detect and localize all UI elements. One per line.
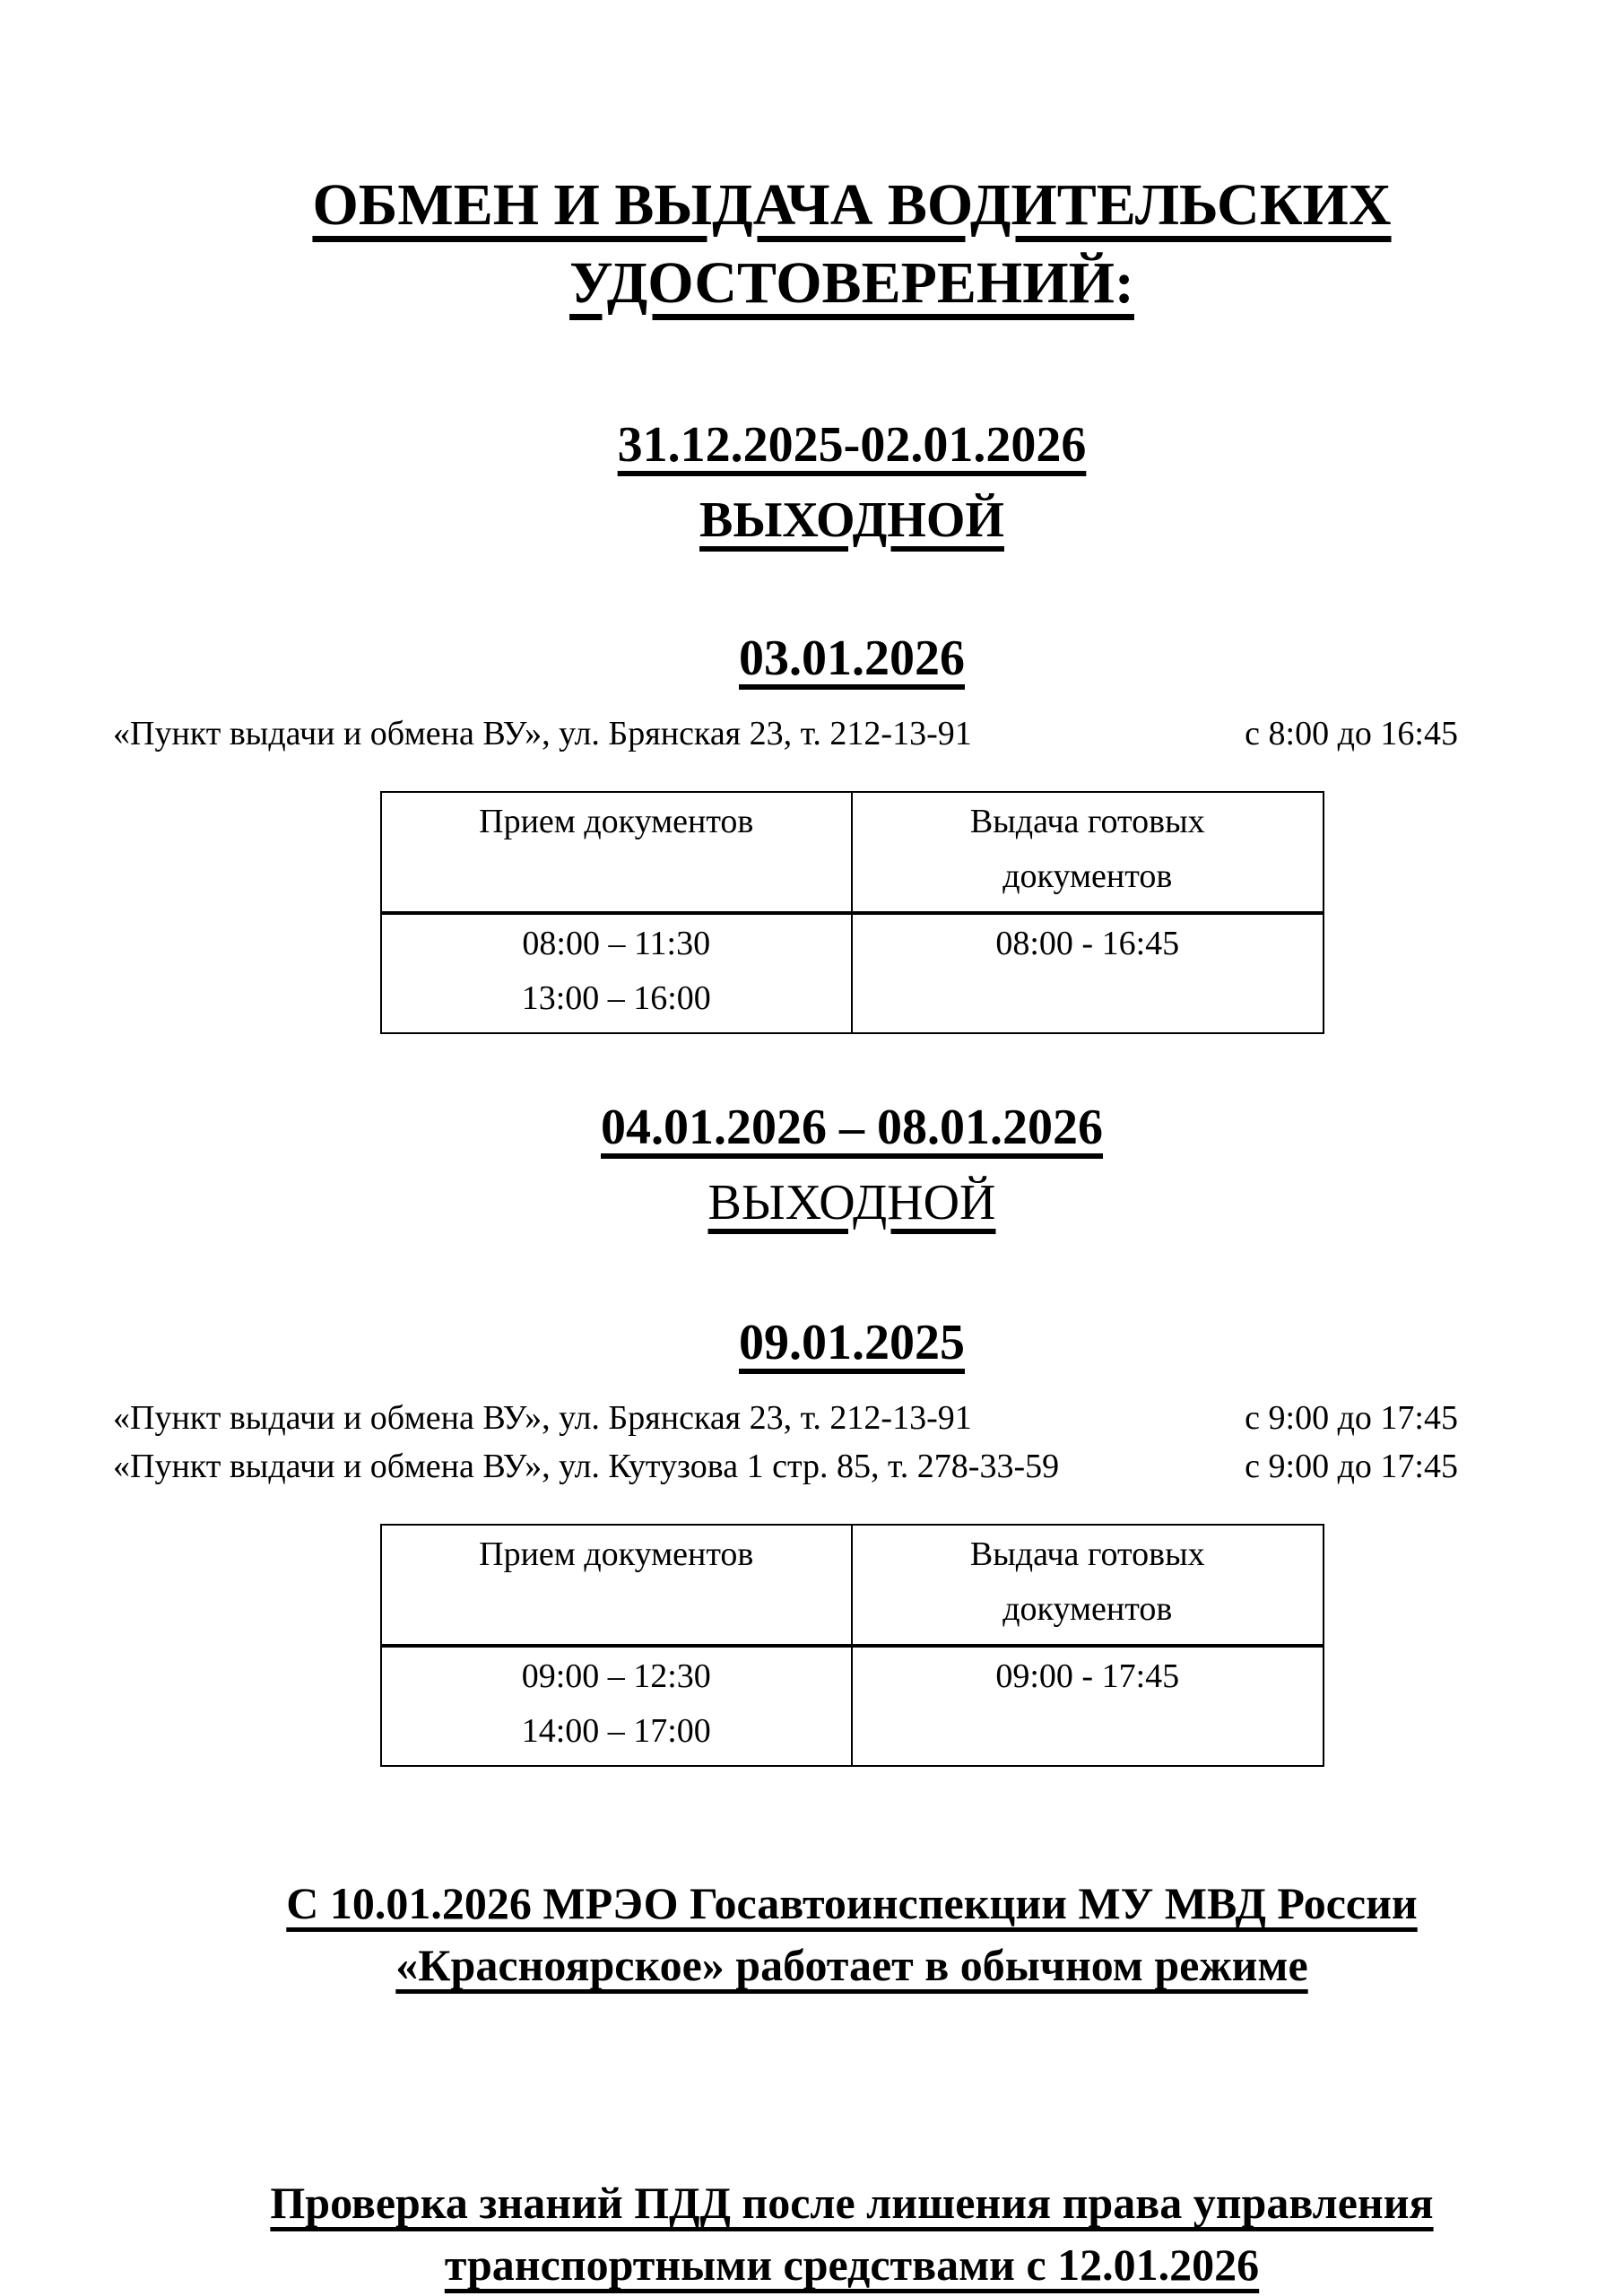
- reception-time-2: 14:00 – 17:00: [521, 1711, 711, 1750]
- issue-time: 08:00 - 16:45: [995, 924, 1180, 962]
- table-data-row: [381, 1646, 1324, 1767]
- holiday2-dates: 04.01.2026 – 08.01.2026: [601, 1100, 1103, 1156]
- table-data-row: [381, 913, 1324, 1034]
- location-row: [113, 1443, 1458, 1492]
- page-title: ОБМЕН И ВЫДАЧА ВОДИТЕЛЬСКИХ УДОСТОВЕРЕНИЙ:: [312, 172, 1392, 317]
- document-content: [81, 166, 1623, 2296]
- location-row: [113, 1395, 1458, 1443]
- issue-times-cell: [852, 913, 1324, 1034]
- holiday2-label: ВЫХОДНОЙ: [707, 1175, 996, 1231]
- location-name: «Пункт выдачи и обмена ВУ», ул. Брянская 23, т. 212-13-91: [113, 715, 972, 753]
- schedule-table-1: [380, 791, 1324, 1034]
- issue-time: 09:00 - 17:45: [995, 1657, 1180, 1695]
- holiday-period-1: [81, 407, 1623, 558]
- location-hours: с 9:00 до 17:45: [1245, 1399, 1458, 1438]
- reception-times-cell: [381, 913, 853, 1034]
- header-reception-label: Прием документов: [479, 803, 754, 841]
- day2-date: 09.01.2025: [739, 1315, 965, 1371]
- header-cell-issue: [852, 792, 1324, 913]
- header-cell-issue: [852, 1525, 1324, 1646]
- header-reception-label: Прием документов: [479, 1535, 754, 1574]
- reception-time-1: 09:00 – 12:30: [521, 1657, 711, 1695]
- reception-times-cell: [381, 1646, 853, 1767]
- header-cell-reception: [381, 1525, 853, 1646]
- reception-time-2: 13:00 – 16:00: [521, 978, 711, 1017]
- notice-pdd-check: Проверка знаний ПДД после лишения права управления транспортными средствами с 12.01.2026: [270, 2178, 1434, 2291]
- location-row: [113, 710, 1458, 759]
- holiday-period-2: [81, 1090, 1623, 1240]
- holiday1-dates: 31.12.2025-02.01.2026: [617, 417, 1087, 474]
- day1-date: 03.01.2026: [739, 631, 965, 687]
- notice-regular-mode: С 10.01.2026 МРЭО Госавтоинспекции МУ МВД России «Красноярское» работает в обычном режиме: [286, 1878, 1418, 1991]
- location-hours: с 9:00 до 17:45: [1245, 1448, 1458, 1486]
- table-header-row: [381, 792, 1324, 913]
- table-header-row: [381, 1525, 1324, 1646]
- header-issue-label: Выдача готовых документов: [969, 803, 1205, 895]
- header-issue-label: Выдача готовых документов: [969, 1535, 1205, 1629]
- reception-time-1: 08:00 – 11:30: [522, 924, 711, 962]
- issue-times-cell: [852, 1646, 1324, 1767]
- header-cell-reception: [381, 792, 853, 913]
- location-name: «Пункт выдачи и обмена ВУ», ул. Брянская 23, т. 212-13-91: [113, 1399, 972, 1438]
- workday-section-2: [81, 1305, 1623, 1767]
- location-hours: с 8:00 до 16:45: [1245, 715, 1458, 753]
- schedule-table-2: [380, 1524, 1324, 1767]
- location-name: «Пункт выдачи и обмена ВУ», ул. Кутузова 1 стр. 85, т. 278-33-59: [113, 1448, 1060, 1486]
- workday-section-1: [81, 621, 1623, 1034]
- holiday1-label: ВЫХОДНОЙ: [699, 492, 1004, 549]
